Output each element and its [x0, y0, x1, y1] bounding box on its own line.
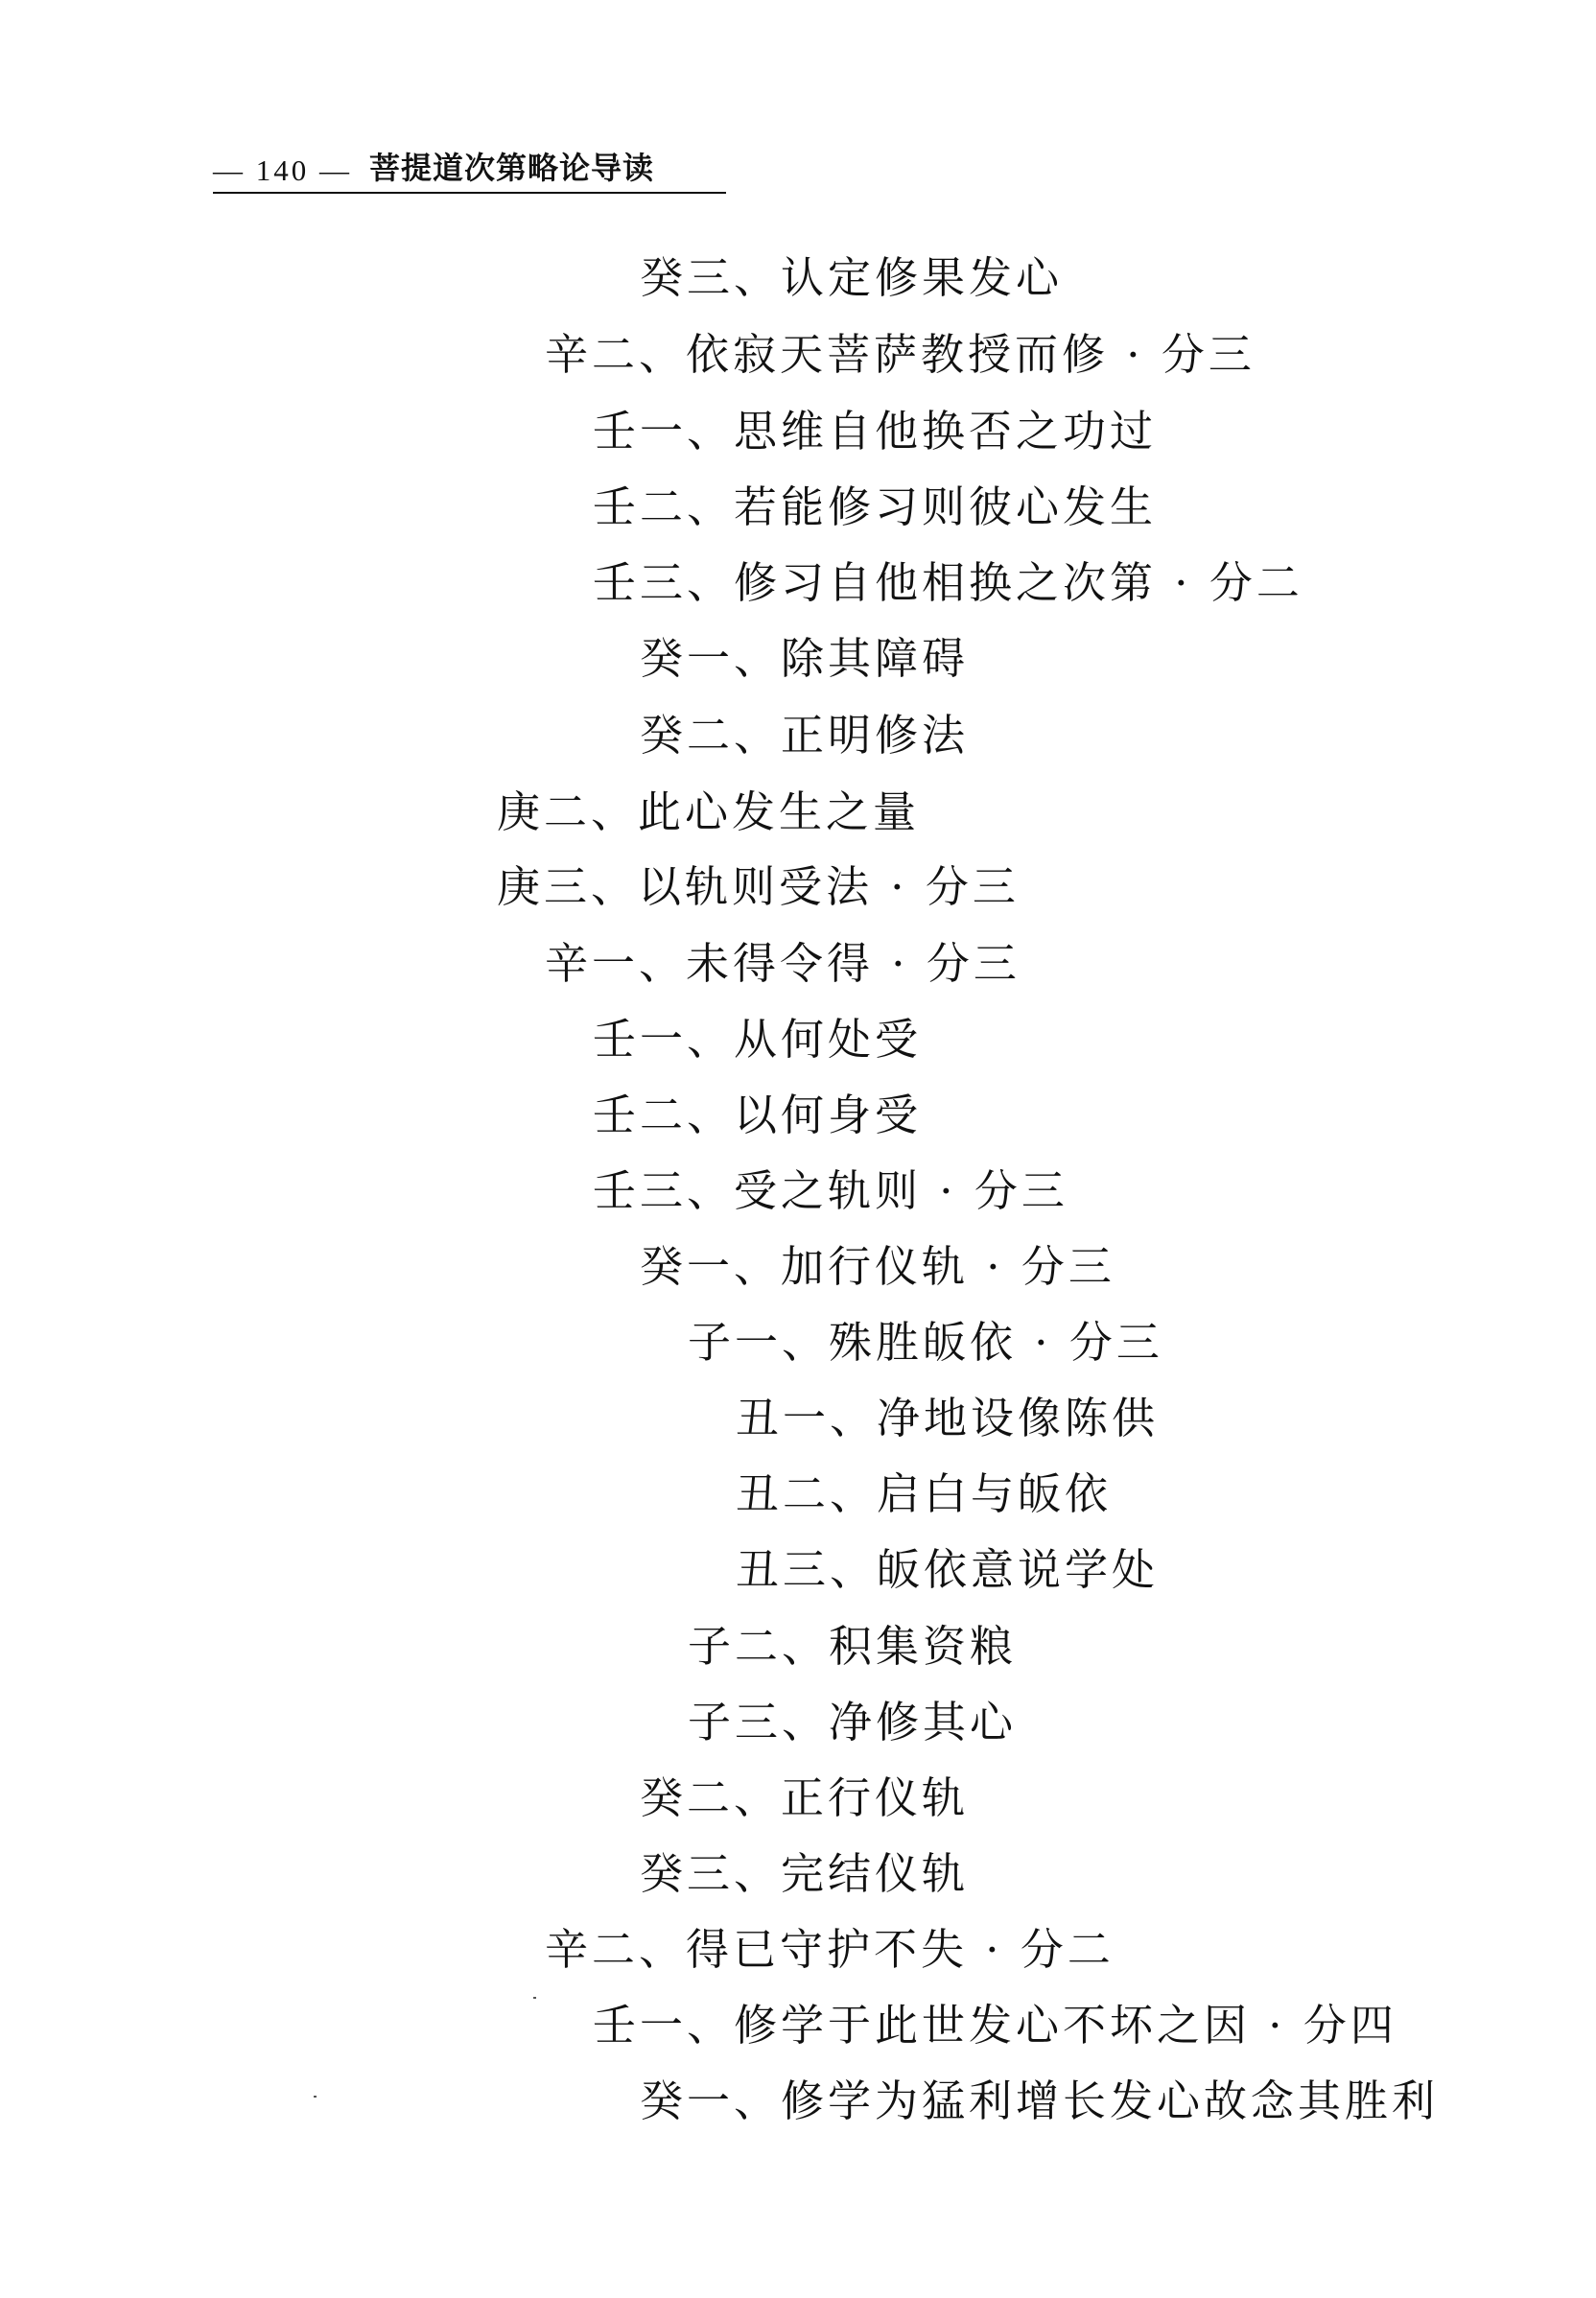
outline-item: 癸一、加行仪轨 · 分三: [640, 1241, 1115, 1292]
outline-item: 子一、殊胜皈依 · 分三: [688, 1317, 1163, 1368]
outline-item: 癸三、认定修果发心: [640, 252, 1064, 303]
scan-speck: [314, 2096, 317, 2098]
outline-item: 丑二、启白与皈依: [736, 1468, 1113, 1519]
outline-item: 庚三、以轨则受法 · 分三: [497, 861, 1020, 912]
book-title: 菩提道次第略论导读: [369, 150, 655, 186]
outline-item: 庚二、此心发生之量: [497, 786, 921, 837]
outline-item: 辛一、未得令得 · 分三: [545, 938, 1021, 989]
outline-item: 子三、净修其心: [688, 1697, 1018, 1747]
outline-item: 癸二、正行仪轨: [640, 1772, 970, 1823]
outline-item: 癸一、修学为猛利增长发心故念其胜利: [640, 2075, 1440, 2126]
outline-item: 壬三、受之轨则 · 分三: [593, 1165, 1068, 1216]
outline-item: 壬一、修学于此世发心不坏之因 · 分四: [593, 2000, 1397, 2051]
outline-item: 癸三、完结仪轨: [640, 1848, 970, 1899]
page-number: — 140 —: [213, 153, 352, 187]
outline-item: 辛二、得已守护不失 · 分二: [545, 1924, 1115, 1975]
outline-item: 壬一、思维自他换否之功过: [593, 406, 1158, 457]
outline-item: 子二、积集资粮: [688, 1621, 1018, 1672]
outline-item: 癸二、正明修法: [640, 710, 970, 761]
outline-item: 癸一、除其障碍: [640, 633, 970, 684]
outline-item: 丑一、净地设像陈供: [736, 1393, 1160, 1443]
outline-item: 壬三、修习自他相换之次第 · 分二: [593, 557, 1303, 608]
outline-item: 丑三、皈依意说学处: [736, 1544, 1160, 1595]
outline-item: 壬二、以何身受: [593, 1090, 923, 1140]
scan-speck: [533, 1997, 536, 1999]
outline-item: 壬一、从何处受: [593, 1014, 923, 1065]
outline-item: 壬二、若能修习则彼心发生: [593, 481, 1158, 532]
outline-item: 辛二、依寂天菩萨教授而修 · 分三: [545, 329, 1256, 380]
